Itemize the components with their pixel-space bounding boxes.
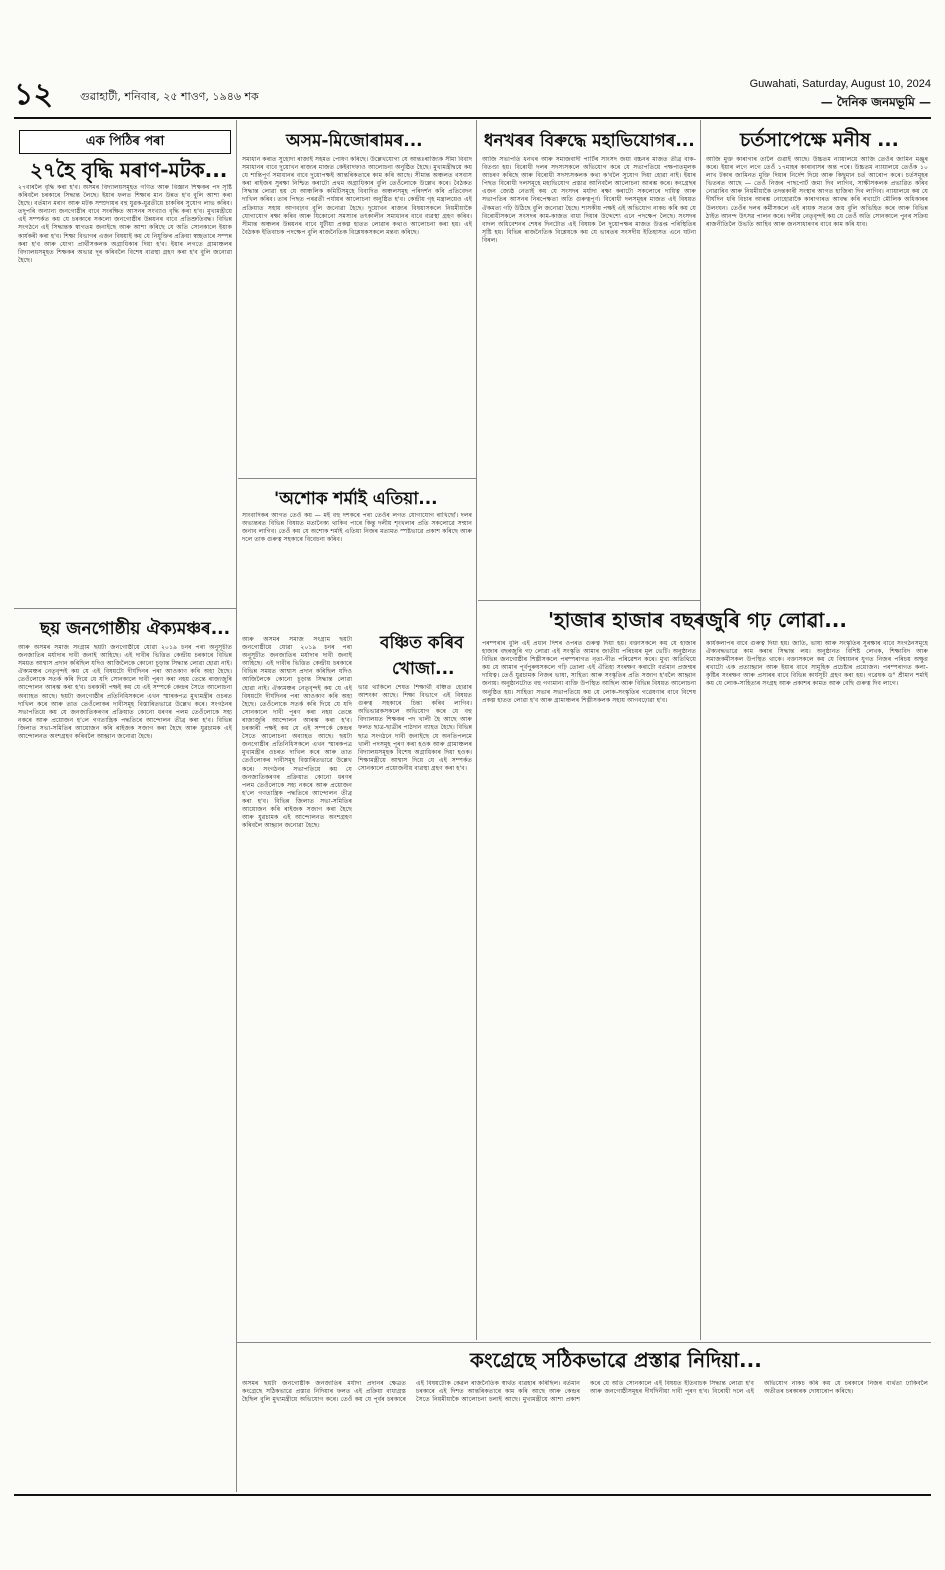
page-header <box>14 78 931 114</box>
section-label: এক পিঠিৰ পৰা <box>19 130 231 154</box>
page-number: ১২ <box>14 77 53 112</box>
article-body: সাংবাদিকৰ আগত তেওঁ কয় — মই বহু দশকৰে পৰা তেওঁৰ লগত যোগাযোগ ৰাখিছোঁ। দলৰ অভ্যন্তৰত বিভিন্ন বিষয়ত মতানৈক্য থাকিব পাৰে কিন্তু দলীয় শৃংখলাৰ প্ৰতি সকলোৱে সন্মান জনাব লাগিব। তেওঁ কয় যে অশোক শৰ্মাই এতিয়া নিজৰ মতামত স্পষ্টভাৱে প্ৰকাশ কৰিছে আৰু দলে তাক গুৰুত্ব সহকাৰে বিবেচনা কৰিব। <box>242 512 472 544</box>
article-body: আৰু অসমৰ সমাজ সংগ্ৰাম ছয়টা জনগোষ্ঠীয়ে যোৱা ২০১৯ চনৰ পৰা অনুসূচীত জনজাতিৰ মৰ্যাদাৰ দাবী জনাই আহিছে। এই দাবীৰ ভিত্তিত কেন্দ্ৰীয় চৰকাৰে বিভিন্ন সময়ত আশ্বাস প্ৰদান কৰিছিল যদিও আজিলৈকে কোনো চূড়ান্ত সিদ্ধান্ত লোৱা হোৱা নাই। ঐক্যমঞ্চৰ নেতৃবৃন্দই কয় যে এই বিষয়টো দীৰ্ঘদিনৰ পৰা আওকাণ কৰি অহা হৈছে। তেওঁলোকে সতৰ্ক কৰি দিয়ে যে যদি সোনকালে দাবী পূৰণ কৰা নহয় তেন্তে ৰাজ্যজুৰি আন্দোলন আৰম্ভ কৰা হ'ব। চৰকাৰী পক্ষই কয় যে এই সম্পৰ্কে কেন্দ্ৰৰ সৈতে আলোচনা অব্যাহত আছে। ছয়টা জনগোষ্ঠীৰ প্ৰতিনিধিসকলে এখন স্মাৰকপত্ৰ মুখ্যমন্ত্ৰীৰ ওচৰত দাখিল কৰে আৰু তাত তেওঁলোকৰ দাবীসমূহ বিস্তাৰিতভাৱে উল্লেখ কৰে। সংগঠনৰ সভাপতিয়ে কয় যে জনজাতিকৰণৰ প্ৰক্ৰিয়াত কোনো ধৰণৰ পলম তেওঁলোকে সহ্য নকৰে আৰু প্ৰয়োজন হ'লে গণতান্ত্ৰিক পদ্ধতিৰে আন্দোলন তীব্ৰ কৰা হ'ব। বিভিন্ন জিলাত সভা-সমিতিৰ আয়োজন কৰি ৰাইজক সজাগ কৰা হৈছে আৰু যুৱচামক এই আন্দোলনত অংশগ্ৰহণ কৰিবলৈ আহ্বান জনোৱা হৈছে। <box>242 636 352 830</box>
column-divider <box>700 120 701 1340</box>
column-divider <box>236 120 237 1492</box>
footer-rule <box>14 1494 931 1496</box>
article-body: অসমৰ ছয়টা জনগোষ্ঠীক জনজাতিৰ মৰ্যাদা প্ৰদানৰ ক্ষেত্ৰত কংগ্ৰেছে সঠিকভাৱে প্ৰস্তাৱ নিদিয়াৰ ফলত এই প্ৰক্ৰিয়া বাধাগ্ৰস্ত হৈছিল বুলি মুখ্যমন্ত্ৰীয়ে অভিযোগ কৰে। তেওঁ কয় যে পূৰ্বৰ চৰকাৰে এই বিষয়টোক কেৱল ৰাজনৈতিক স্বাৰ্থত ব্যৱহাৰ কৰিছিল। বৰ্তমান চৰকাৰে এই দিশত আন্তৰিকতাৰে কাম কৰি আছে আৰু কেন্দ্ৰৰ সৈতে নিয়মীয়াকৈ আলোচনা চলাই আছে। মুখ্যমন্ত্ৰীয়ে আশা প্ৰকাশ কৰে যে অতি সোনকালে এই বিষয়ত ইতিবাচক সিদ্ধান্ত লোৱা হ'ব আৰু জনগোষ্ঠীসমূহৰ দীৰ্ঘদিনীয়া দাবী পূৰণ হ'ব। বিৰোধী দলে এই অভিযোগ নাকচ কৰি কয় যে চৰকাৰে নিজৰ ব্যৰ্থতা ঢাকিবলৈ অতীতৰ চৰকাৰক দোষাৰোপ কৰিছে। <box>242 1380 928 1404</box>
headline-deprived-cont: খোজা... <box>392 659 455 679</box>
article-body: ভাৱ থাকিলে শেষত শিক্ষাৰ্থী বঞ্চিত হোৱাৰ আশংকা আছে। শিক্ষা বিভাগে এই বিষয়ত গুৰুত্ব সহকাৰে চিন্তা কৰিব লাগিব। অভিভাৱকসকলে অভিযোগ কৰে যে বহু বিদ্যালয়ত শিক্ষকৰ পদ খালী হৈ আছে আৰু ফলত ছাত্ৰ-ছাত্ৰীৰ পাঠদান ব্যাহত হৈছে। বিভিন্ন ছাত্ৰ সংগঠনে দাবী জনাইছে যে অনতিপলমে খালী পদসমূহ পূৰণ কৰা হওক আৰু গ্ৰামাঞ্চলৰ বিদ্যালয়সমূহক বিশেষ অগ্ৰাধিকাৰ দিয়া হওক। শিক্ষামন্ত্ৰীয়ে আশ্বাস দিয়ে যে এই সম্পৰ্কত সোনকালে প্ৰয়োজনীয় ব্যৱস্থা গ্ৰহণ কৰা হ'ব। <box>358 684 472 772</box>
article-body: পৰম্পৰাৰ বুলি এই প্ৰধান দিশৰ ওপৰত গুৰুত্ব দিয়া হয়। বক্তাসকলে কয় যে হাজাৰ হাজাৰ বছৰজুৰি গঢ় লোৱা এই সংস্কৃতি আমাৰ জাতীয় পৰিচয়ৰ মূল ভেটি। অনুষ্ঠানত বিভিন্ন জনগোষ্ঠীৰ শিল্পীসকলে পৰম্পৰাগত নৃত্য-গীত পৰিৱেশন কৰে। মুখ্য অতিথিয়ে কয় যে আমাৰ পূৰ্বপুৰুষসকলে গঢ়ি তোলা এই ঐতিহ্য সংৰক্ষণ কৰাটো বৰ্তমান প্ৰজন্মৰ দায়িত্ব। তেওঁ যুৱচামক নিজৰ ভাষা, সাহিত্য আৰু সংস্কৃতিৰ প্ৰতি সজাগ হ'বলৈ আহ্বান জনায়। অনুষ্ঠানটোত বহু গণ্যমান্য ব্যক্তি উপস্থিত আছিল আৰু বিভিন্ন বিষয়ত আলোচনা অনুষ্ঠিত হয়। সাহিত্য সভাৰ সভাপতিয়ে কয় যে লোক-সংস্কৃতিৰ গৱেষণাৰ বাবে বিশেষ প্ৰকল্প হাতত লোৱা হ'ব আৰু গ্ৰামাঞ্চলৰ শিল্পীসকলক সহায় আগবঢ়োৱা হ'ব। <box>482 640 696 704</box>
headline-marang-motok: ২৭হৈ বৃদ্ধি মৰাণ-মটক... <box>30 158 228 182</box>
header-rule <box>14 117 931 119</box>
dateline-english: Guwahati, Saturday, August 10, 2024 <box>749 78 931 90</box>
column-divider <box>476 120 477 1340</box>
headline-deprived: বঞ্চিত কৰিব <box>380 633 464 653</box>
section-divider <box>238 478 476 479</box>
article-body: কাৰ্যকলাপৰ বাবে গুৰুত্ব দিয়া হয়। জাতি, ভাষা আৰু সংস্কৃতিৰ সুৰক্ষাৰ বাবে সংগঠনসমূহে ঐক্যবদ্ধভাৱে কাম কৰাৰ সিদ্ধান্ত লয়। অনুষ্ঠানত বিশিষ্ট লেখক, শিক্ষাবিদ আৰু সমাজকৰ্মীসকল উপস্থিত থাকে। বক্তাসকলে কয় যে বিশ্বায়নৰ যুগত নিজৰ পৰিচয় অক্ষুণ্ণ ৰখাটো এক প্ৰত্যাহ্বান আৰু ইয়াৰ বাবে সামূহিক প্ৰচেষ্টাৰ প্ৰয়োজন। পৰম্পৰাগত কলা-কৃষ্টিৰ সংৰক্ষণ আৰু প্ৰসাৰৰ বাবে বিভিন্ন কাৰ্যসূচী গ্ৰহণ কৰা হয়। গৱেষক ড° শ্ৰীমান শৰ্মাই কয় যে লোক-সাহিত্যৰ সংগ্ৰহ আৰু প্ৰকাশৰ কামত আৰু বেছি গুৰুত্ব দিব লাগে। <box>706 640 928 688</box>
article-body: আজি সভাপতি ধনখৰ আৰু সমাজবাদী পাৰ্টিৰ সাংসদ জয়া বচ্চনৰ মাজত তীব্ৰ বাক-বিতণ্ডা হয়। বিৰোধী দলৰ সদস্যসকলে অভিযোগ কৰে যে সভাপতিয়ে পক্ষপাতমূলক আচৰণ কৰিছে আৰু বিৰোধী সদস্যসকলক কথা ক'বলৈ সুযোগ দিয়া হোৱা নাই। ইয়াৰ পিছত বিৰোধী দলসমূহে মহাভিযোগ প্ৰস্তাৱ আনিবলৈ আলোচনা আৰম্ভ কৰে। কংগ্ৰেছৰ এজন জ্যেষ্ঠ নেতাই কয় যে সংসদৰ মৰ্যাদা ৰক্ষা কৰাটো সকলোৰে দায়িত্ব আৰু সভাপতিৰ আসনৰ নিৰপেক্ষতা অতি গুৰুত্বপূৰ্ণ। বিৰোধী দলসমূহৰ মাজত এই বিষয়ত ঐকমত্য গঢ়ি উঠিছে বুলি জনোৱা হৈছে। শাসকীয় পক্ষই এই অভিযোগ নাকচ কৰি কয় যে বিৰোধীসকলে সংসদৰ কাম-কাজত বাধা দিয়াৰ উদ্দেশ্যে এনে পদক্ষেপ লৈছে। সংসদৰ বাদল অধিবেশনৰ শেষৰ দিনটোত এই বিষয়ক লৈ দুয়োপক্ষৰ মাজত উত্তপ্ত পৰিস্থিতিৰ সৃষ্টি হয়। বিভিন্ন ৰাজনৈতিক বিশ্লেষকে কয় যে ভাৰতৰ সংসদীয় ইতিহাসত এনে ঘটনা বিৰল। <box>482 156 696 244</box>
headline-manish: চৰ্তসাপেক্ষে মনীষ ... <box>740 129 899 151</box>
article-body: ২৭বাৰলৈ বৃদ্ধি কৰা হ'ব। অসমৰ বিদ্যালয়সমূহত গণিত আৰু বিজ্ঞান শিক্ষকৰ পদ সৃষ্টি কৰিবলৈ চৰকাৰে সিদ্ধান্ত লৈছে। ইয়াৰ ফলত শিক্ষাৰ মান উন্নত হ'ব বুলি আশা কৰা হৈছে। বৰ্তমান মৰাণ আৰু মটক সম্প্ৰদায়ৰ বহু যুৱক-যুৱতীয়ে চাকৰিৰ সুযোগ লাভ কৰিব। তদুপৰি অন্যান্য জনগোষ্ঠীৰ বাবে সংৰক্ষিত আসনৰ সংখ্যাও বৃদ্ধি কৰা হ'ব। মুখ্যমন্ত্ৰীয়ে এই সম্পৰ্কত কয় যে চৰকাৰে সকলো জনগোষ্ঠীৰ উন্নয়নৰ বাবে প্ৰতিশ্ৰুতিবদ্ধ। বিভিন্ন সংগঠনে এই সিদ্ধান্তক স্বাগতম জনাইছে আৰু আশা কৰিছে যে অতি সোনকালে ইয়াক কাৰ্যকৰী কৰা হ'ব। শিক্ষা বিভাগৰ এজন বিষয়াই কয় যে নিযুক্তিৰ প্ৰক্ৰিয়া স্বচ্ছতাৰে সম্পন্ন কৰা হ'ব আৰু যোগ্য প্ৰাৰ্থীসকলক অগ্ৰাধিকাৰ দিয়া হ'ব। ইয়াৰ লগতে গ্ৰামাঞ্চলৰ বিদ্যালয়সমূহত শিক্ষকৰ অভাৱ দূৰ কৰিবলৈ বিশেষ ব্যৱস্থা গ্ৰহণ কৰা হ'ব বুলি জনোৱা হৈছে। <box>18 184 232 264</box>
section-divider <box>14 608 236 609</box>
headline-assam-mizoram: অসম-মিজোৰামৰ... <box>286 131 423 151</box>
article-body: আৰু অসমৰ সমাজ সংগ্ৰাম ছয়টা জনগোষ্ঠীয়ে যোৱা ২০১৯ চনৰ পৰা অনুসূচীত জনজাতিৰ মৰ্যাদাৰ দাবী জনাই আহিছে। এই দাবীৰ ভিত্তিত কেন্দ্ৰীয় চৰকাৰে বিভিন্ন সময়ত আশ্বাস প্ৰদান কৰিছিল যদিও আজিলৈকে কোনো চূড়ান্ত সিদ্ধান্ত লোৱা হোৱা নাই। ঐক্যমঞ্চৰ নেতৃবৃন্দই কয় যে এই বিষয়টো দীৰ্ঘদিনৰ পৰা আওকাণ কৰি অহা হৈছে। তেওঁলোকে সতৰ্ক কৰি দিয়ে যে যদি সোনকালে দাবী পূৰণ কৰা নহয় তেন্তে ৰাজ্যজুৰি আন্দোলন আৰম্ভ কৰা হ'ব। চৰকাৰী পক্ষই কয় যে এই সম্পৰ্কে কেন্দ্ৰৰ সৈতে আলোচনা অব্যাহত আছে। ছয়টা জনগোষ্ঠীৰ প্ৰতিনিধিসকলে এখন স্মাৰকপত্ৰ মুখ্যমন্ত্ৰীৰ ওচৰত দাখিল কৰে আৰু তাত তেওঁলোকৰ দাবীসমূহ বিস্তাৰিতভাৱে উল্লেখ কৰে। সংগঠনৰ সভাপতিয়ে কয় যে জনজাতিকৰণৰ প্ৰক্ৰিয়াত কোনো ধৰণৰ পলম তেওঁলোকে সহ্য নকৰে আৰু প্ৰয়োজন হ'লে গণতান্ত্ৰিক পদ্ধতিৰে আন্দোলন তীব্ৰ কৰা হ'ব। বিভিন্ন জিলাত সভা-সমিতিৰ আয়োজন কৰি ৰাইজক সজাগ কৰা হৈছে আৰু যুৱচামক এই আন্দোলনত অংশগ্ৰহণ কৰিবলৈ আহ্বান জনোৱা হৈছে। <box>18 644 232 741</box>
headline-ashok-sharma: 'অশোক শৰ্মাই এতিয়া... <box>274 489 438 509</box>
article-body: আজি মুক্ত কাৰাগাৰ তালৈ গুৱাই আছে। উচ্চতম ন্যায়ালয়ে আজি তেওঁৰ জামিন মঞ্জুৰ কৰে। ইয়াৰ লগে লগে তেওঁ ১৭মাহৰ কাৰাবাসৰ অন্ত পৰে। উচ্চতম ন্যায়ালয়ে তেওঁক ১০ লাখ টকাৰ জামিনত মুক্তি দিয়াৰ নিৰ্দেশ দিয়ে আৰু কিছুমান চৰ্ত আৰোপ কৰে। চৰ্তসমূহৰ ভিতৰত আছে — তেওঁ নিজৰ পাছপোৰ্ট জমা দিব লাগিব, সাক্ষীসকলক প্ৰভাৱিত কৰিব নোৱাৰিব আৰু নিয়মীয়াকৈ তদন্তকাৰী সংস্থাৰ আগত হাজিৰা দিব লাগিব। ন্যায়ালয়ে কয় যে দীৰ্ঘদিন ধৰি বিচাৰ আৰম্ভ নোহোৱাকৈ কাৰাগাৰত আবদ্ধ কৰি ৰখাটো মৌলিক অধিকাৰৰ উলংঘন। তেওঁৰ দলৰ কৰ্মীসকলে এই ৰায়ক সত্যৰ জয় বুলি অভিহিত কৰে আৰু বিভিন্ন ঠাইত আনন্দ উৎসৱ পালন কৰে। দলীয় নেতৃবৃন্দই কয় যে তেওঁ অতি সোনকালে পুনৰ সক্ৰিয় ৰাজনীতিলৈ উভতি আহিব আৰু জনসাধাৰণৰ বাবে কাম কৰি যাব। <box>706 156 928 228</box>
section-divider <box>236 1342 931 1343</box>
masthead: — দৈনিক জনমভূমি — <box>820 95 931 109</box>
section-divider <box>478 600 700 601</box>
dateline-assamese: গুৱাহাটী, শনিবাৰ, ২৫ শাওণ, ১৯৪৬ শক <box>80 90 259 103</box>
headline-six-communities: ছয় জনগোষ্ঠীয় ঐক্যমঞ্চৰ... <box>40 619 231 639</box>
headline-thousands-years: 'হাজাৰ হাজাৰ বছৰজুৰি গঢ় লোৱা... <box>548 608 848 632</box>
headline-dhankhar: ধনখৰৰ বিৰুদ্ধে মহাভিযোগৰ... <box>484 131 695 151</box>
headline-congress: কংগ্ৰেছে সঠিকভাৱে প্ৰস্তাৱ নিদিয়া... <box>470 1348 762 1372</box>
article-body: সমাধান কৰাত সুহোদা ৰাজাই সহমত পোষণ কৰিছে। উল্লেখযোগ্য যে আন্তঃৰাজ্যিক সীমা বিবাদ সমাধানৰ বাবে দুয়োখন ৰাজ্যৰ মাজত কেইবাদফাও আলোচনা অনুষ্ঠিত হৈছে। মুখ্যমন্ত্ৰীদ্বয়ে কয় যে শান্তিপূৰ্ণ সমাধানৰ বাবে দুয়োপক্ষই আন্তৰিকতাৰে কাম কৰি আছে। সীমান্ত অঞ্চলত বসবাস কৰা ৰাইজৰ সুৰক্ষা নিশ্চিত কৰাটো প্ৰথম অগ্ৰাধিকাৰ বুলি তেওঁলোকে উল্লেখ কৰে। বৈঠকত সিদ্ধান্ত লোৱা হয় যে আঞ্চলিক কমিটিসমূহে বিবাদিত অঞ্চলসমূহ পৰিদৰ্শন কৰি প্ৰতিবেদন দাখিল কৰিব। তাৰ পিছত পৰৱৰ্তী পৰ্যায়ৰ আলোচনা অনুষ্ঠিত হ'ব। কেন্দ্ৰীয় গৃহ মন্ত্ৰালয়েও এই প্ৰক্ৰিয়াত সহায় আগবঢ়াব বুলি জনোৱা হৈছে। দুয়োখন ৰাজ্যৰ বিষয়াসকলে নিয়মীয়াকৈ যোগাযোগ ৰক্ষা কৰিব আৰু যিকোনো সমস্যাৰ তৎকালীন সমাধানৰ বাবে ব্যৱস্থা গ্ৰহণ কৰিব। সীমান্ত অঞ্চলৰ উন্নয়নৰ বাবে যুটীয়া প্ৰকল্প হাতত লোৱাৰ কথাও আলোচনা কৰা হয়। এই বৈঠকক ইতিবাচক পদক্ষেপ বুলি ৰাজনৈতিক বিশ্লেষকসকলে মন্তব্য কৰিছে। <box>242 156 472 236</box>
